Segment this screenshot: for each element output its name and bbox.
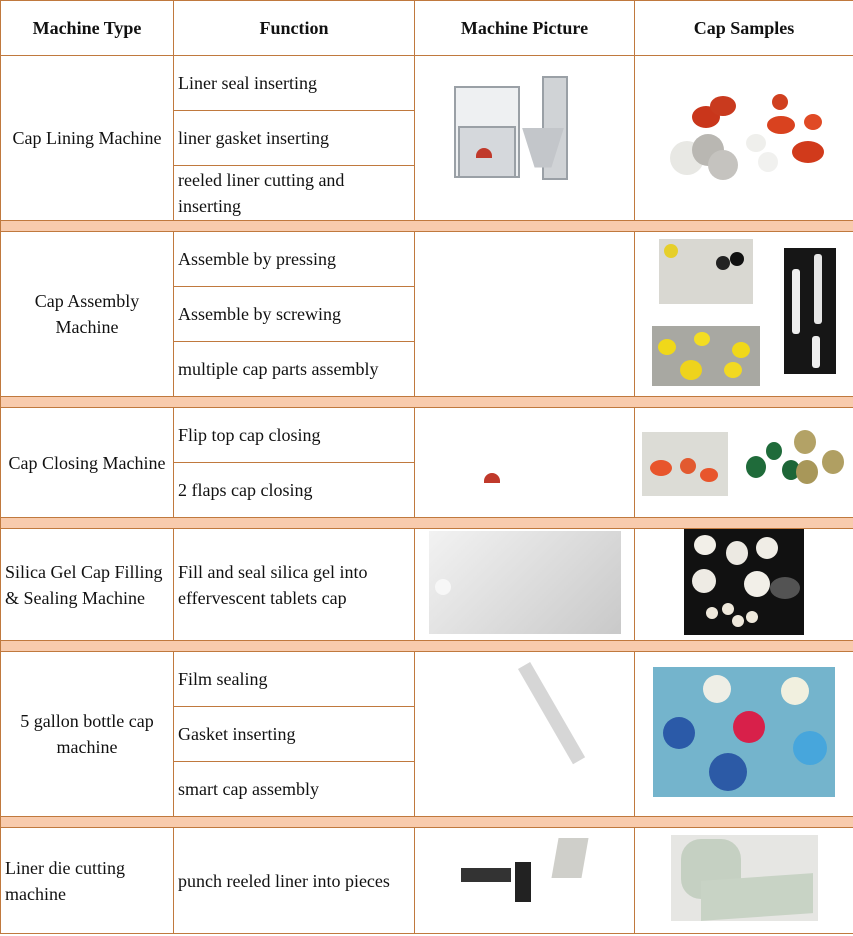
- function-cell: smart cap assembly: [174, 762, 415, 817]
- cap-samples-image: [653, 667, 835, 797]
- header-function: Function: [174, 1, 415, 56]
- separator: [1, 221, 853, 232]
- machine-image: [429, 531, 621, 634]
- machine-type-cell: Liner die cutting machine: [1, 828, 174, 934]
- table-row: [1, 232, 853, 287]
- cap-samples-image: [644, 234, 844, 389]
- cap-samples-image: [671, 835, 818, 921]
- machine-type-cell: Cap Assembly Machine: [1, 232, 174, 397]
- cap-samples-cell: [635, 828, 853, 934]
- machine-image: [440, 659, 610, 804]
- function-cell: punch reeled liner into pieces: [174, 828, 415, 934]
- machine-type-cell: 5 gallon bottle cap machine: [1, 652, 174, 817]
- cap-samples-cell: [635, 56, 853, 221]
- separator: [1, 817, 853, 828]
- machine-type-cell: Cap Closing Machine: [1, 408, 174, 518]
- cap-samples-cell: [635, 652, 853, 817]
- cap-samples-cell: [635, 529, 853, 641]
- function-cell: Gasket inserting: [174, 707, 415, 762]
- separator: [1, 518, 853, 529]
- machine-type-cell: Cap Lining Machine: [1, 56, 174, 221]
- table-row: [1, 408, 853, 463]
- machine-picture-cell: [415, 56, 635, 221]
- function-cell: Fill and seal silica gel into effervescent tablets cap: [174, 529, 415, 641]
- cap-samples-image: [662, 86, 827, 186]
- function-cell: Assemble by screwing: [174, 287, 415, 342]
- cap-samples-cell: [635, 408, 853, 518]
- table-row: [1, 529, 853, 641]
- machine-picture-cell: [415, 529, 635, 641]
- machine-image: [455, 828, 595, 928]
- separator: [1, 641, 853, 652]
- function-cell: Film sealing: [174, 652, 415, 707]
- separator: [1, 397, 853, 408]
- header-machine-picture: Machine Picture: [415, 1, 635, 56]
- cap-samples-image: [684, 529, 804, 635]
- header-row: [1, 1, 853, 56]
- machine-type-cell: Silica Gel Cap Filling & Sealing Machine: [1, 529, 174, 641]
- function-cell: reeled liner cutting and inserting: [174, 166, 415, 221]
- function-cell: liner gasket inserting: [174, 111, 415, 166]
- machine-picture-cell: [415, 652, 635, 817]
- machine-image: [442, 66, 607, 206]
- cap-samples-image: [642, 420, 847, 500]
- table-row: [1, 652, 853, 707]
- header-cap-samples: Cap Samples: [635, 1, 853, 56]
- function-cell: 2 flaps cap closing: [174, 463, 415, 518]
- header-machine-type: Machine Type: [1, 1, 174, 56]
- table-row: [1, 56, 853, 111]
- machine-picture-cell: [415, 232, 635, 397]
- function-cell: Assemble by pressing: [174, 232, 415, 287]
- function-cell: multiple cap parts assembly: [174, 342, 415, 397]
- machine-image: [420, 247, 630, 377]
- machine-picture-cell: [415, 828, 635, 934]
- cap-samples-cell: [635, 232, 853, 397]
- machine-picture-cell: [415, 408, 635, 518]
- table-row: [1, 828, 853, 934]
- machine-image: [460, 415, 590, 505]
- function-cell: Flip top cap closing: [174, 408, 415, 463]
- function-cell: Liner seal inserting: [174, 56, 415, 111]
